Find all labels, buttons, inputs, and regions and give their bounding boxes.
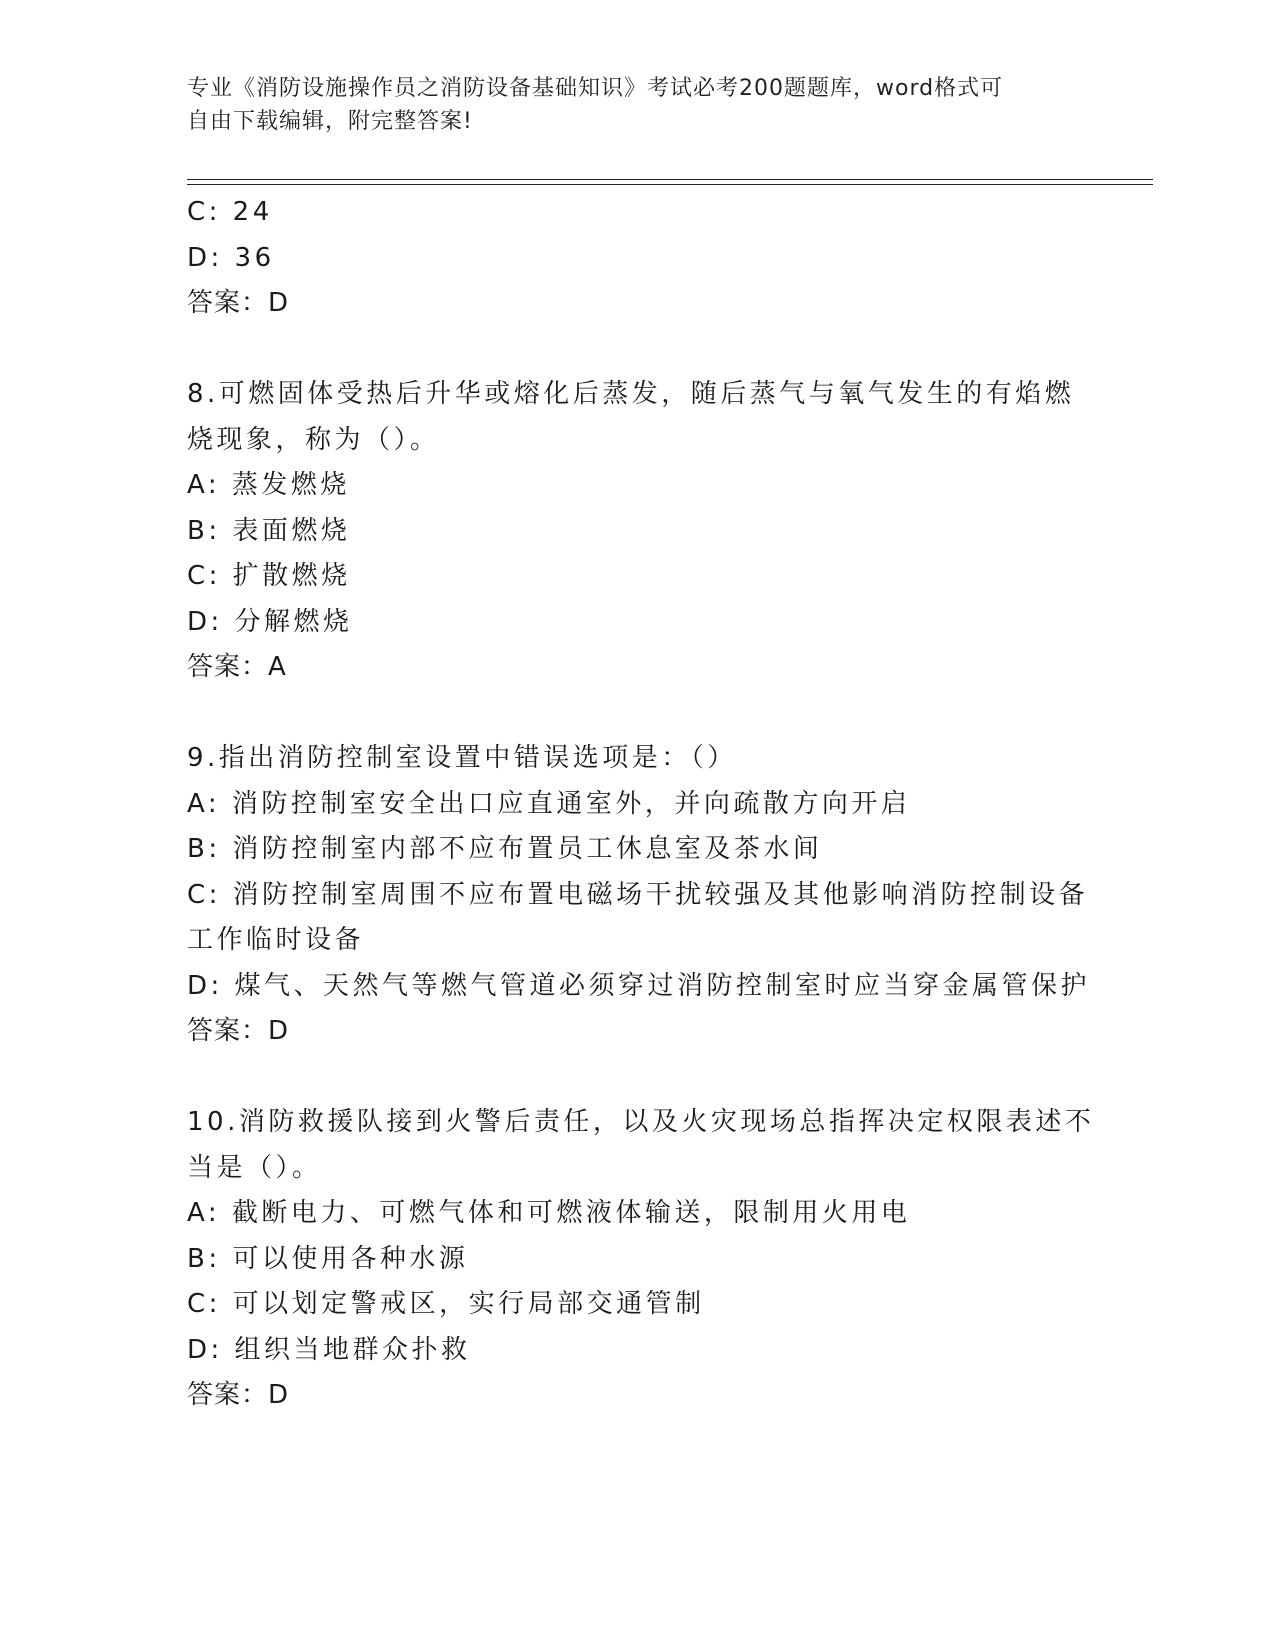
answer-line: 答案：D: [187, 1016, 290, 1046]
option-c: C: 可以划定警戒区，实行局部交通管制: [187, 1289, 705, 1319]
question-10: [187, 1100, 1095, 1419]
option-a: A: 消防控制室安全出口应直通室外，并向疏散方向开启: [187, 788, 911, 819]
answer-line: 答案：D: [187, 288, 290, 318]
option-c: C: 扩散燃烧: [187, 561, 351, 591]
question-spacer: [187, 1055, 1087, 1101]
question-stem-line-1: 10.消防救援队接到火警后责任，以及火灾现场总指挥决定权限表述不: [187, 1107, 1095, 1137]
question-stem-line-2: 烧现象，称为（）。: [187, 424, 440, 455]
option-d: D: 36: [187, 242, 275, 273]
prev-question-tail: [187, 190, 1087, 327]
option-b: B: 消防控制室内部不应布置员工休息室及茶水间: [187, 834, 823, 864]
header-title-line-2: 自由下载编辑，附完整答案!: [187, 109, 473, 134]
question-spacer: [187, 691, 1087, 737]
option-b: B: 可以使用各种水源: [187, 1243, 469, 1274]
question-content: [187, 190, 1095, 1419]
question-spacer: [187, 327, 1087, 373]
question-8: [187, 372, 1087, 691]
header-title-line-1: 专业《消防设施操作员之消防设备基础知识》考试必考200题题库，word格式可: [187, 76, 1004, 101]
answer-line: 答案：D: [187, 1380, 290, 1410]
question-9: [187, 736, 1091, 1055]
header-rule-bottom: [187, 184, 1153, 185]
option-a: A: 截断电力、可燃气体和可燃液体输送，限制用火用电: [187, 1198, 911, 1228]
question-stem-line-1: 9.指出消防控制室设置中错误选项是：（）: [187, 743, 737, 773]
option-b: B: 表面燃烧: [187, 515, 351, 546]
question-stem-line-2: 当是（）。: [187, 1152, 322, 1183]
question-stem-line-1: 8.可燃固体受热后升华或熔化后蒸发，随后蒸气与氧气发生的有焰燃: [187, 379, 1075, 409]
option-d: D: 煤气、天然气等燃气管道必须穿过消防控制室时应当穿金属管保护: [187, 970, 1091, 1001]
header-rule-top: [187, 179, 1153, 180]
document-header: [187, 72, 1087, 138]
option-c-line-1: C: 消防控制室周围不应布置电磁场干扰较强及其他影响消防控制设备: [187, 879, 1089, 910]
option-d: D: 组织当地群众扑救: [187, 1334, 471, 1365]
option-a: A: 蒸发燃烧: [187, 470, 350, 500]
option-d: D: 分解燃烧: [187, 606, 353, 637]
answer-line: 答案：A: [187, 652, 287, 682]
option-c: C: 24: [187, 197, 273, 227]
option-c-line-2: 工作临时设备: [187, 925, 365, 955]
